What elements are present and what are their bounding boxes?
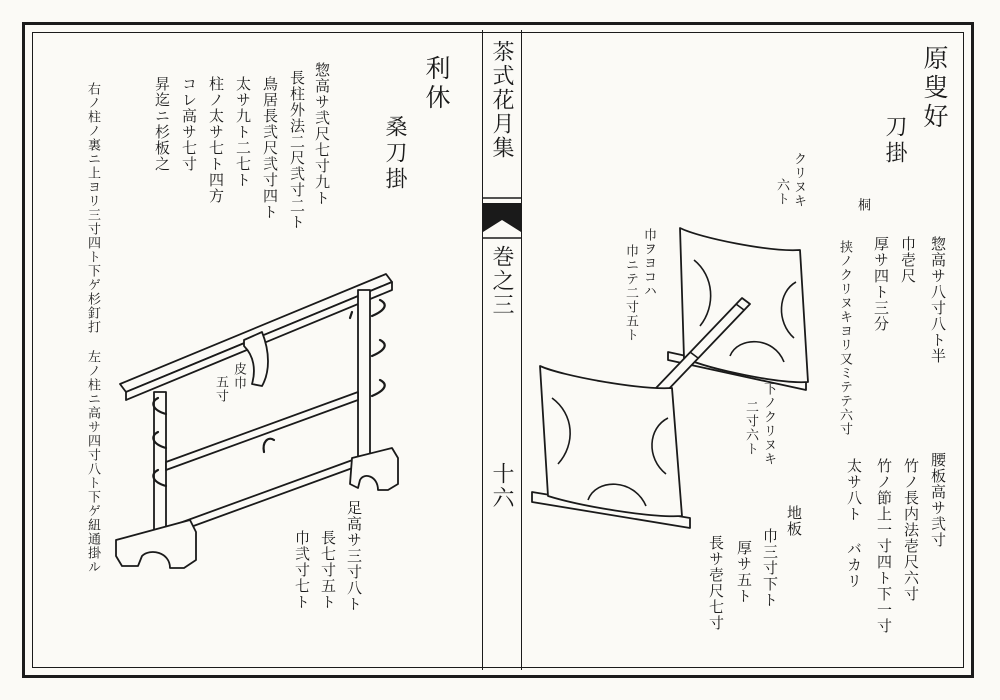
left-spec-4: 太サ九ト二七ト <box>234 76 252 188</box>
base-length: 長サ壱尺七寸 <box>707 535 725 631</box>
page-number: 十六 <box>489 462 514 510</box>
label-top-cut: クリヌキ <box>791 152 806 208</box>
base-title: 地板 <box>785 505 803 537</box>
right-spec-cut: 挟ノクリヌキヨリ又ミテテ六寸 <box>837 240 852 436</box>
left-title-name: 利休 <box>422 55 451 113</box>
label-lower-cut-size: 二寸六ト <box>743 400 758 456</box>
right-spec-width: 巾壱尺 <box>899 236 917 284</box>
foot-title: 足高サ三寸八ト <box>345 500 363 612</box>
right-title-name: 原叟好 <box>920 45 949 132</box>
right-title-item: 刀掛 <box>882 115 907 167</box>
bamboo-length: 竹ノ長内法壱尺六寸 <box>902 458 920 602</box>
foot-width: 巾弐寸七ト <box>293 530 311 610</box>
foot-length: 長七寸五ト <box>319 530 337 610</box>
label-top-cut-size: 六ト <box>774 178 789 206</box>
left-note: 右ノ柱ノ裏ニ上ヨリ三寸四ト下ゲ杉釘打 左ノ柱ニ高サ四寸八ト下ゲ紐通掛ル <box>85 82 100 574</box>
bamboo-thick: 太サ八ト バカリ <box>845 458 863 589</box>
left-spec-5: 柱ノ太サ七ト四方 <box>207 76 225 204</box>
strap-size: 五寸 <box>213 375 228 403</box>
left-spec-6: コレ高サ七寸 <box>180 76 198 172</box>
volume-label: 巻之三 <box>489 245 514 317</box>
waist-board: 腰板高サ弐寸 <box>929 452 947 548</box>
right-spec-height: 惣高サ八寸八ト半 <box>929 236 947 364</box>
label-yoko: 巾ヲヨコハ <box>641 228 656 298</box>
base-thick: 厚サ五ト <box>735 540 753 604</box>
left-spec-2: 長柱外法二尺弐寸二ト <box>288 70 306 230</box>
right-title-wood: 桐 <box>855 198 870 212</box>
book-title: 茶式花月集 <box>489 40 514 160</box>
left-spec-7: 昇迄ニ杉板之 <box>153 76 171 172</box>
left-title-item: 桑刀掛 <box>382 115 407 193</box>
right-spec-thick: 厚サ四ト三分 <box>872 236 890 332</box>
strap-label: 皮巾 <box>231 362 246 390</box>
left-spec-1: 惣高サ弐尺七寸九ト <box>313 62 331 206</box>
label-lower-cut: 下ノクリヌキ <box>761 382 776 466</box>
base-width: 巾三寸下ト <box>761 528 779 608</box>
bamboo-joint: 竹ノ節上一寸四ト下一寸 <box>875 458 893 634</box>
left-spec-3: 鳥居長弐尺弐寸四ト <box>261 76 279 220</box>
label-yoko-size: 巾ニテ二寸五ト <box>623 244 638 342</box>
